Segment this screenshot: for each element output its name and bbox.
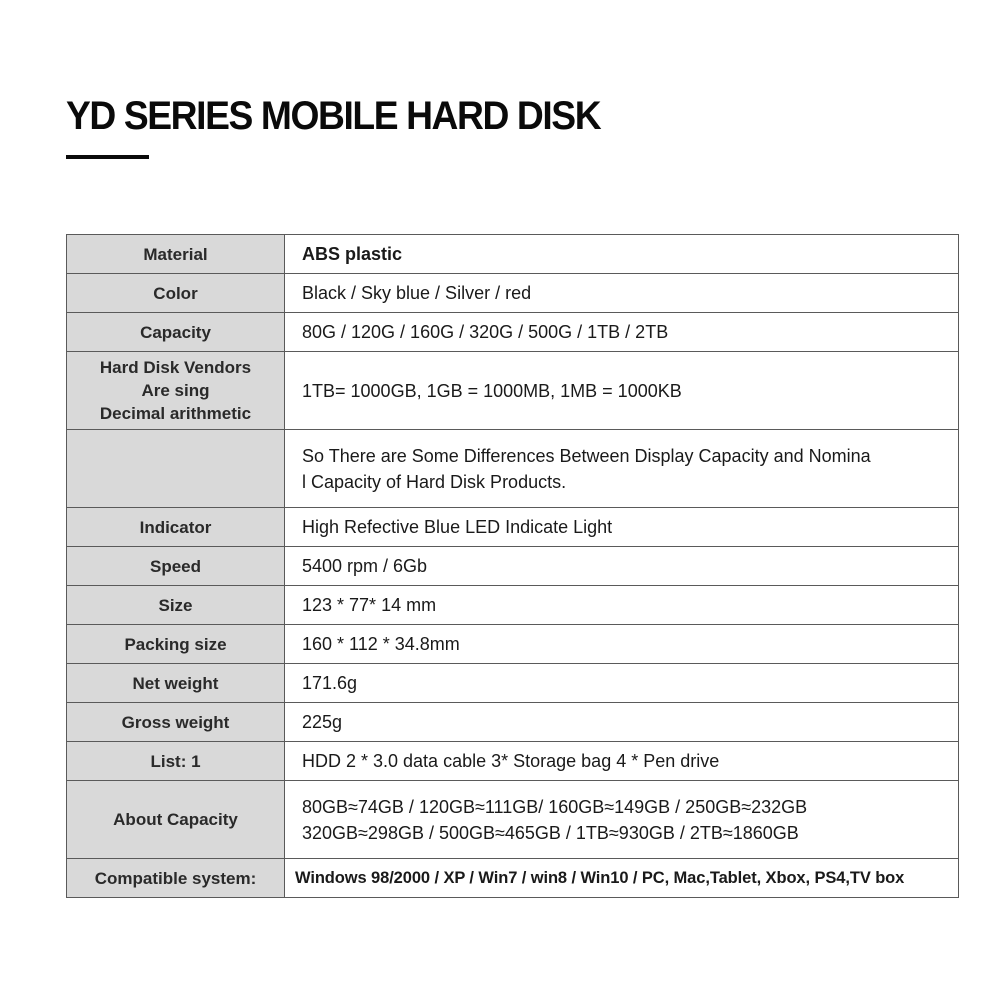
spec-label-indicator: Indicator	[67, 508, 285, 547]
spec-row-list	[67, 742, 959, 781]
title-underline	[66, 155, 149, 159]
spec-row-decimal-arithmetic	[67, 352, 959, 430]
spec-label-net-weight: Net weight	[67, 664, 285, 703]
spec-value-capacity-note: So There are Some Differences Between Display Capacity and Nomina l Capacity of Hard Disk Products.	[285, 430, 959, 508]
spec-value-about-capacity: 80GB≈74GB / 120GB≈111GB/ 160GB≈149GB / 250GB≈232GB 320GB≈298GB / 500GB≈465GB / 1TB≈930GB / 2TB≈1860GB	[285, 781, 959, 859]
spec-label-gross-weight: Gross weight	[67, 703, 285, 742]
spec-row-compatible-system	[67, 859, 959, 898]
spec-row-capacity-note	[67, 430, 959, 508]
spec-row-net-weight	[67, 664, 959, 703]
spec-row-color	[67, 274, 959, 313]
spec-row-gross-weight	[67, 703, 959, 742]
spec-value-size: 123 * 77* 14 mm	[285, 586, 959, 625]
spec-value-net-weight: 171.6g	[285, 664, 959, 703]
spec-label-about-capacity: About Capacity	[67, 781, 285, 859]
spec-value-speed: 5400 rpm / 6Gb	[285, 547, 959, 586]
spec-value-compatible-system: Windows 98/2000 / XP / Win7 / win8 / Win10 / PC, Mac,Tablet, Xbox, PS4,TV box	[285, 859, 959, 898]
spec-label-empty	[67, 430, 285, 508]
spec-label-material: Material	[67, 235, 285, 274]
spec-row-speed	[67, 547, 959, 586]
spec-value-indicator: High Refective Blue LED Indicate Light	[285, 508, 959, 547]
spec-table	[66, 234, 959, 898]
page-title: YD SERIES MOBILE HARD DISK	[66, 94, 601, 138]
spec-label-list: List: 1	[67, 742, 285, 781]
spec-row-size	[67, 586, 959, 625]
spec-value-material: ABS plastic	[285, 235, 959, 274]
spec-label-capacity: Capacity	[67, 313, 285, 352]
spec-row-capacity	[67, 313, 959, 352]
spec-value-gross-weight: 225g	[285, 703, 959, 742]
spec-label-speed: Speed	[67, 547, 285, 586]
spec-value-list: HDD 2 * 3.0 data cable 3* Storage bag 4 * Pen drive	[285, 742, 959, 781]
spec-label-decimal-arithmetic: Hard Disk Vendors Are sing Decimal arithmetic	[67, 352, 285, 430]
spec-label-color: Color	[67, 274, 285, 313]
spec-value-packing-size: 160 * 112 * 34.8mm	[285, 625, 959, 664]
spec-value-color: Black / Sky blue / Silver / red	[285, 274, 959, 313]
spec-label-packing-size: Packing size	[67, 625, 285, 664]
spec-label-compatible-system: Compatible system:	[67, 859, 285, 898]
spec-row-indicator	[67, 508, 959, 547]
spec-label-size: Size	[67, 586, 285, 625]
spec-row-packing-size	[67, 625, 959, 664]
spec-value-capacity: 80G / 120G / 160G / 320G / 500G / 1TB / 2TB	[285, 313, 959, 352]
spec-row-about-capacity	[67, 781, 959, 859]
spec-value-decimal-arithmetic: 1TB= 1000GB, 1GB = 1000MB, 1MB = 1000KB	[285, 352, 959, 430]
spec-row-material	[67, 235, 959, 274]
